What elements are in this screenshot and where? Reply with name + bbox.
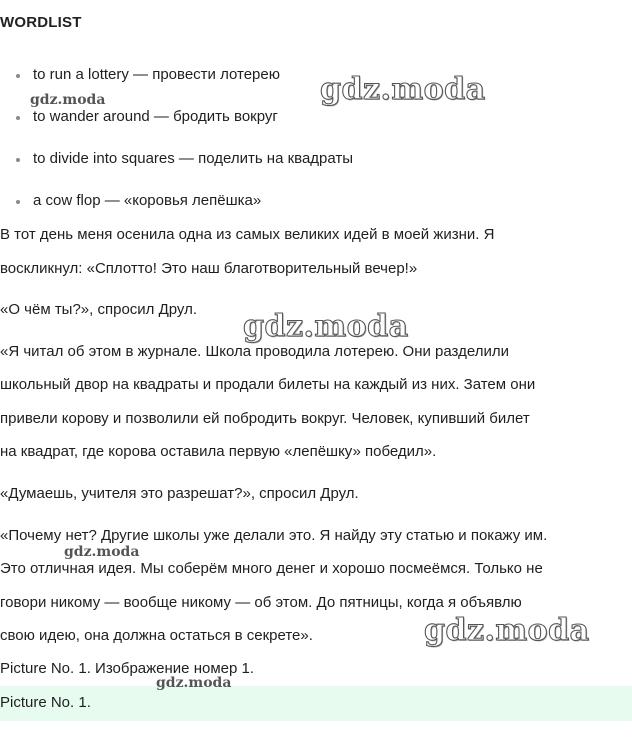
story-line: школьный двор на квадраты и продали билеты на каждый из них. Затем они <box>0 376 536 393</box>
story-line: на квадрат, где корова оставила первую «лепёшку» победил». <box>0 443 437 460</box>
wordlist-entry: to divide into squares — поделить на квадраты <box>33 150 354 167</box>
wordlist-entry: to run a lottery — провести лотерею <box>33 66 280 83</box>
story-line: воскликнул: «Сплотто! Это наш благотворительный вечер!» <box>0 260 418 277</box>
wordlist-entry: a cow flop — «коровья лепёшка» <box>33 192 262 209</box>
picture-caption-bar <box>0 686 632 721</box>
list-item <box>0 64 600 86</box>
wordlist-heading: WORDLIST <box>0 14 82 31</box>
watermark: gdz.moda <box>243 309 409 344</box>
story-line: свою идею, она должна остаться в секрете». <box>0 627 313 644</box>
story-line: Picture No. 1. Изображение номер 1. <box>0 660 254 677</box>
bullet-icon <box>16 200 20 204</box>
list-item <box>0 106 600 128</box>
list-item <box>0 148 600 170</box>
story-line: «Думаешь, учителя это разрешат?», спросил Друл. <box>0 485 359 502</box>
story-line: В тот день меня осенила одна из самых великих идей в моей жизни. Я <box>0 226 495 243</box>
watermark: gdz.moda <box>30 92 106 108</box>
watermark: gdz.moda <box>64 544 140 560</box>
watermark: gdz.moda <box>424 613 590 648</box>
story-line: привели корову и позволили ей побродить вокруг. Человек, купивший билет <box>0 410 530 427</box>
story-line: «Почему нет? Другие школы уже делали это. Я найду эту статью и покажу им. <box>0 527 548 544</box>
picture-caption: Picture No. 1. <box>0 694 91 711</box>
list-item <box>0 190 600 212</box>
watermark: gdz.moda <box>156 675 232 691</box>
story-line: «Я читал об этом в журнале. Школа проводила лотерею. Они разделили <box>0 343 509 360</box>
story-line: «О чём ты?», спросил Друл. <box>0 301 198 318</box>
story-line: говори никому — вообще никому — об этом. До пятницы, когда я объявлю <box>0 594 522 611</box>
bullet-icon <box>16 74 20 78</box>
story-line: Это отличная идея. Мы соберём много денег и хорошо посмеёмся. Только не <box>0 560 543 577</box>
wordlist-entry: to wander around — бродить вокруг <box>33 108 278 125</box>
bullet-icon <box>16 116 20 120</box>
watermark: gdz.moda <box>320 72 486 107</box>
bullet-icon <box>16 158 20 162</box>
